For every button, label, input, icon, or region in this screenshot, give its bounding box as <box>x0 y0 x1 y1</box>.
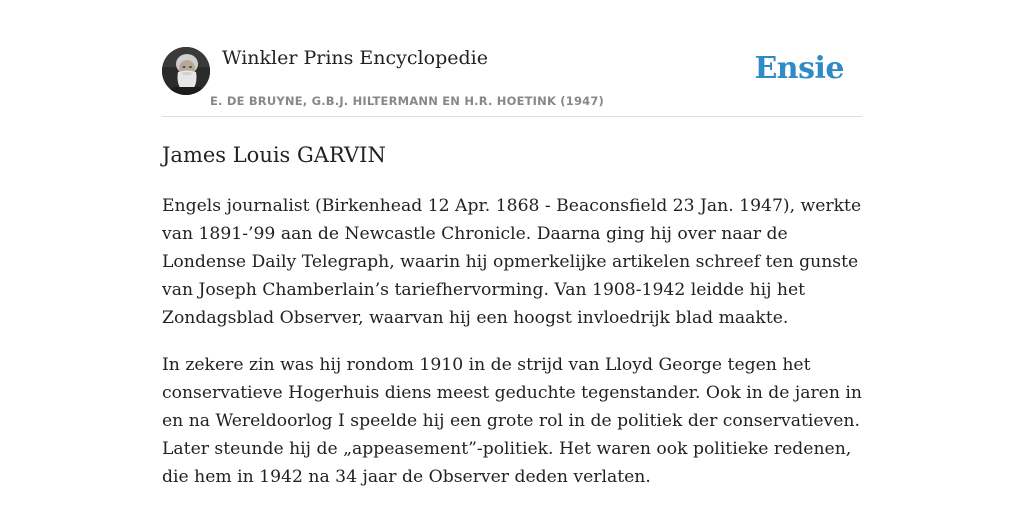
site-header <box>162 0 862 117</box>
encyclopedia-title[interactable]: Winkler Prins Encyclopedie <box>222 47 488 69</box>
page-container <box>162 0 862 487</box>
authors-line: E. DE BRUYNE, G.B.J. HILTERMANN EN H.R. HOETINK (1947) <box>210 94 605 108</box>
article-paragraph: Engels journalist (Birkenhead 12 Apr. 1868 - Beaconsfield 23 Jan. 1947), werkte van 1891-’99 aan de Newcastle Chronicle. Daarna ging hij over naar de Londense Daily Telegraph, waarin hij opmerkelijke artikelen schreef ten gunste van Joseph Chamberlain’s tariefhervorming. Van 1908-1942 leidde hij het Zondagsblad Observer, waarvan hij een hoogst invloedrijk blad maakte. <box>162 196 862 328</box>
article-paragraph: In zekere zin was hij rondom 1910 in de strijd van Lloyd George tegen het conservatieve Hogerhuis diens meest geduchte tegenstander. Ook in de jaren in en na Wereldoorlog I speelde hij een grote rol in de politiek der conservatieven. Later steunde hij de „appeasement”-politiek. Het waren ook politieke redenen, die hem in 1942 na 34 jaar de Observer deden verlaten. <box>162 355 862 487</box>
bearded-man-portrait-icon <box>162 47 210 95</box>
ensie-logo[interactable]: Ensie <box>754 51 844 86</box>
article-title: James Louis GARVIN <box>162 143 386 167</box>
encyclopedia-avatar[interactable] <box>162 47 210 95</box>
